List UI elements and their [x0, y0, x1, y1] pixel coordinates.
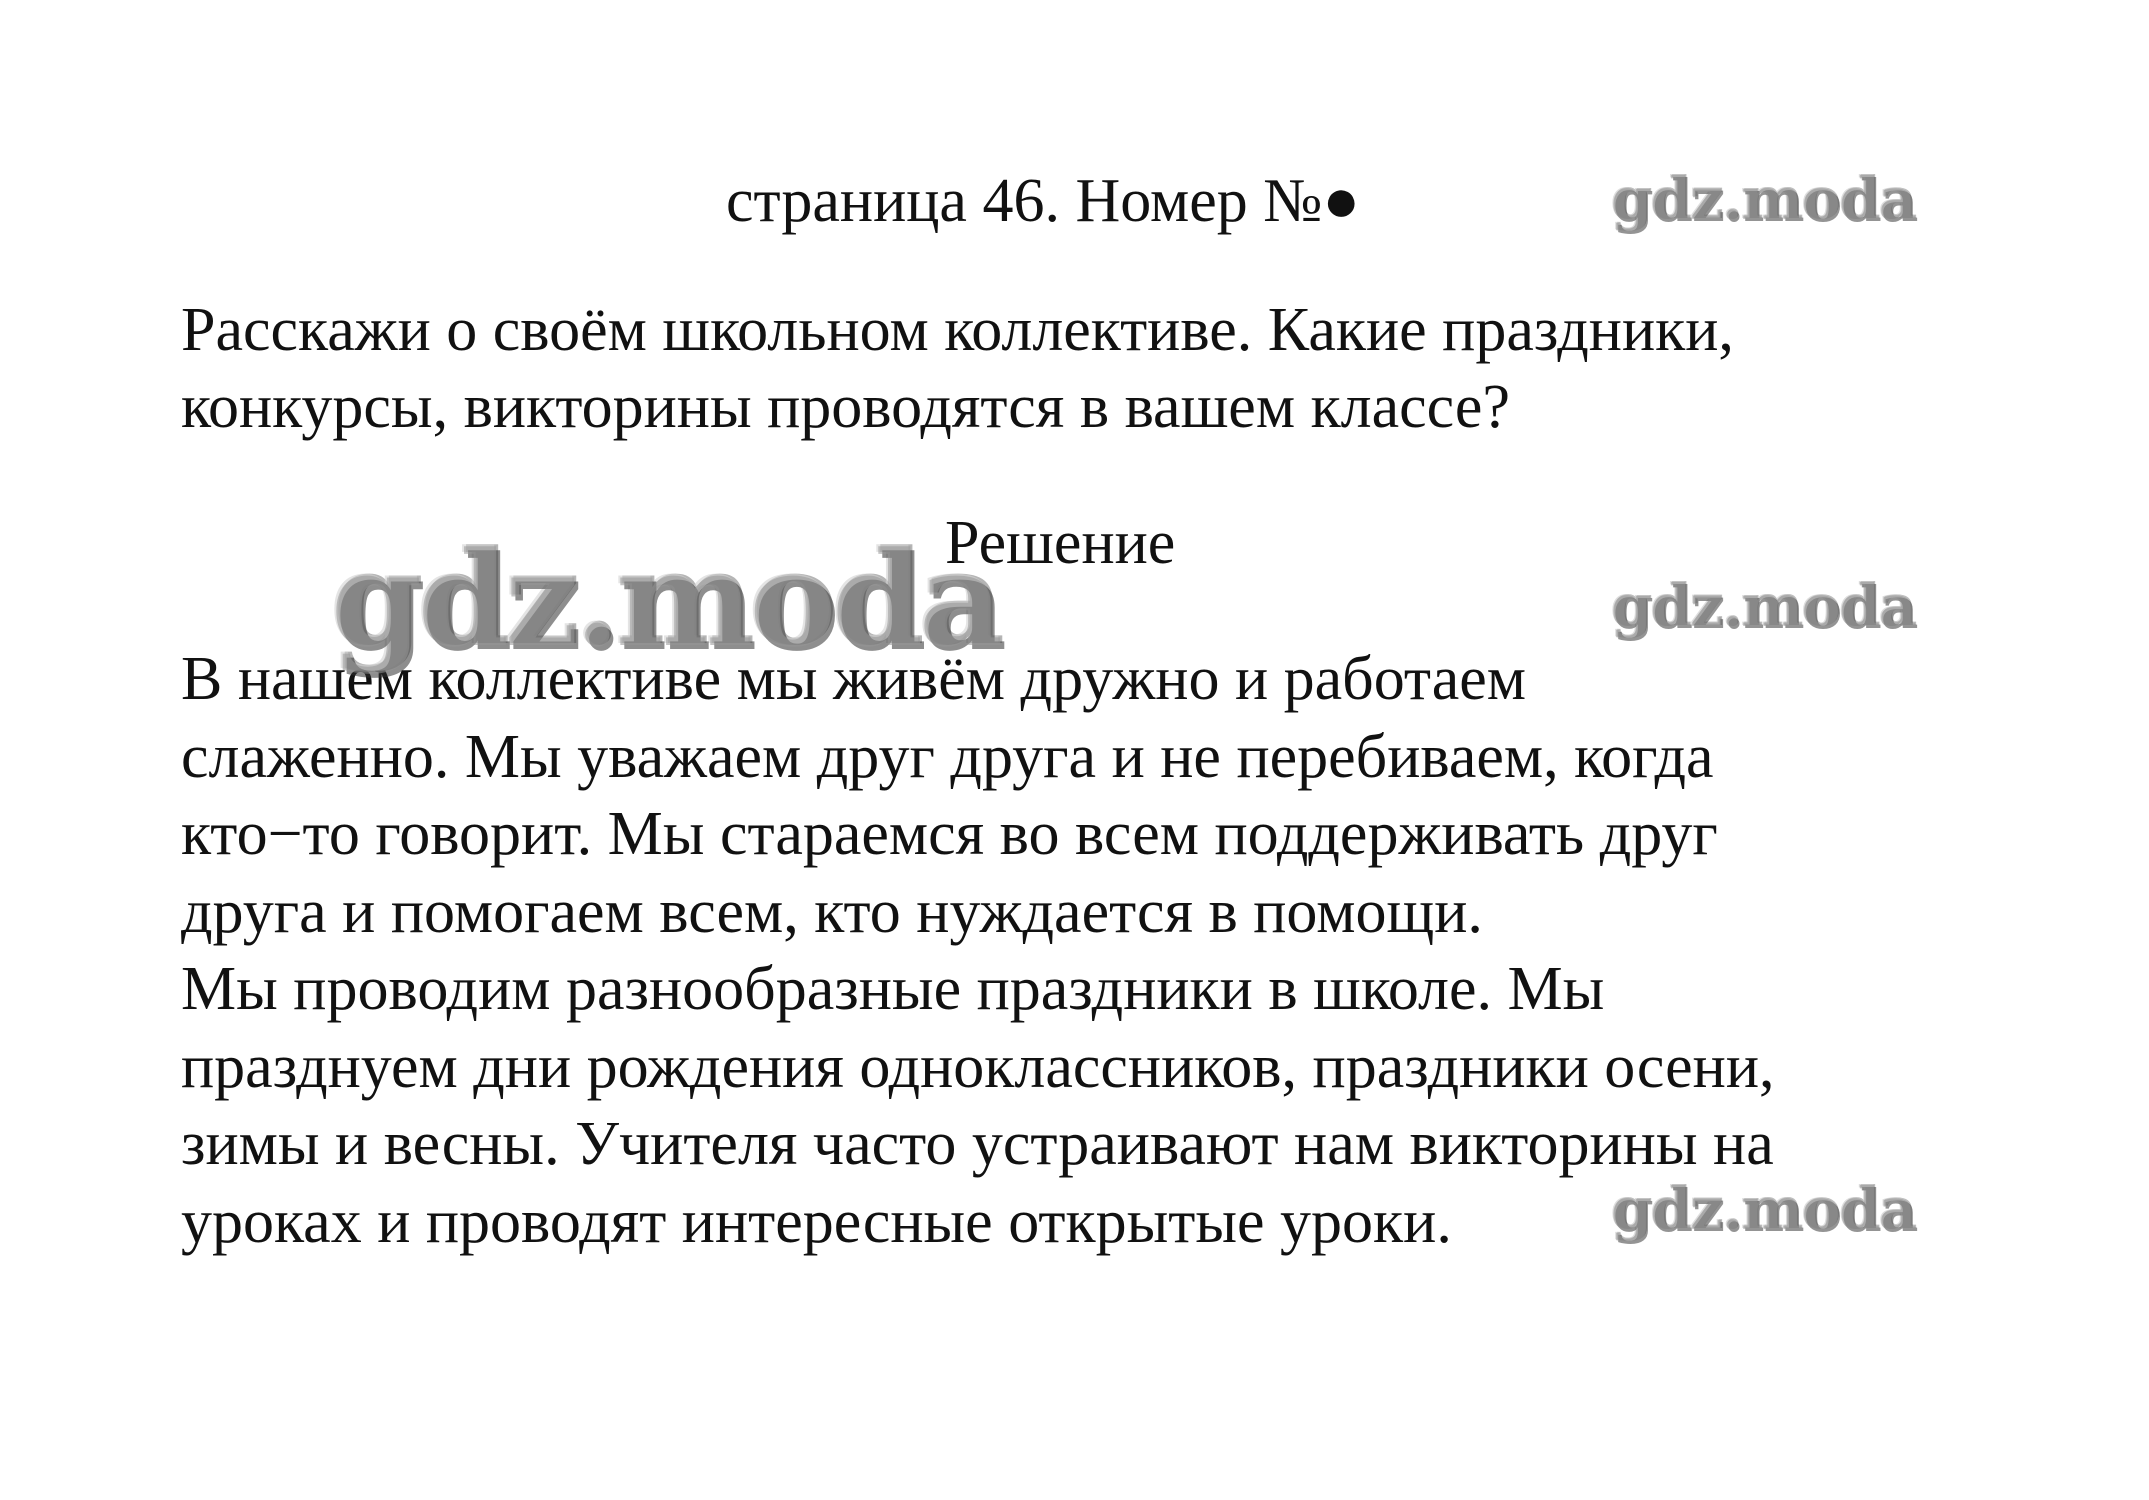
page-title: страница 46. Номер №● [726, 167, 1360, 235]
watermark-logo: gdz.moda [1611, 165, 1916, 233]
watermark-logo: gdz.moda [331, 523, 1000, 676]
solution-line: празднуем дни рождения одноклассников, праздники осени, [181, 1032, 1775, 1101]
solution-line: зимы и весны. Учителя часто устраивают нам викторины на [181, 1110, 1774, 1178]
solution-line: уроках и проводят интересные открытые уроки. [181, 1187, 1452, 1256]
solution-heading: Решение [945, 509, 1176, 577]
watermark-logo: gdz.moda [1611, 1175, 1916, 1243]
task-line: конкурсы, викторины проводятся в вашем классе? [181, 373, 1510, 441]
task-line: Расскажи о своём школьном коллективе. Какие праздники, [181, 296, 1734, 364]
solution-line: друга и помогаем всем, кто нуждается в помощи. [181, 877, 1483, 946]
solution-line: слаженно. Мы уважаем друг друга и не перебиваем, когда [181, 722, 1714, 791]
task-question [181, 292, 2061, 446]
solution-line: Мы проводим разнообразные праздники в школе. Мы [181, 955, 1605, 1023]
solution-line: кто−то говорит. Мы стараемся во всем поддерживать друг [181, 800, 1718, 868]
watermark-logo: gdz.moda [1611, 572, 1916, 640]
solution-line: В нашем коллективе мы живём дружно и работаем [181, 645, 1527, 713]
solution-text [181, 641, 2081, 1261]
